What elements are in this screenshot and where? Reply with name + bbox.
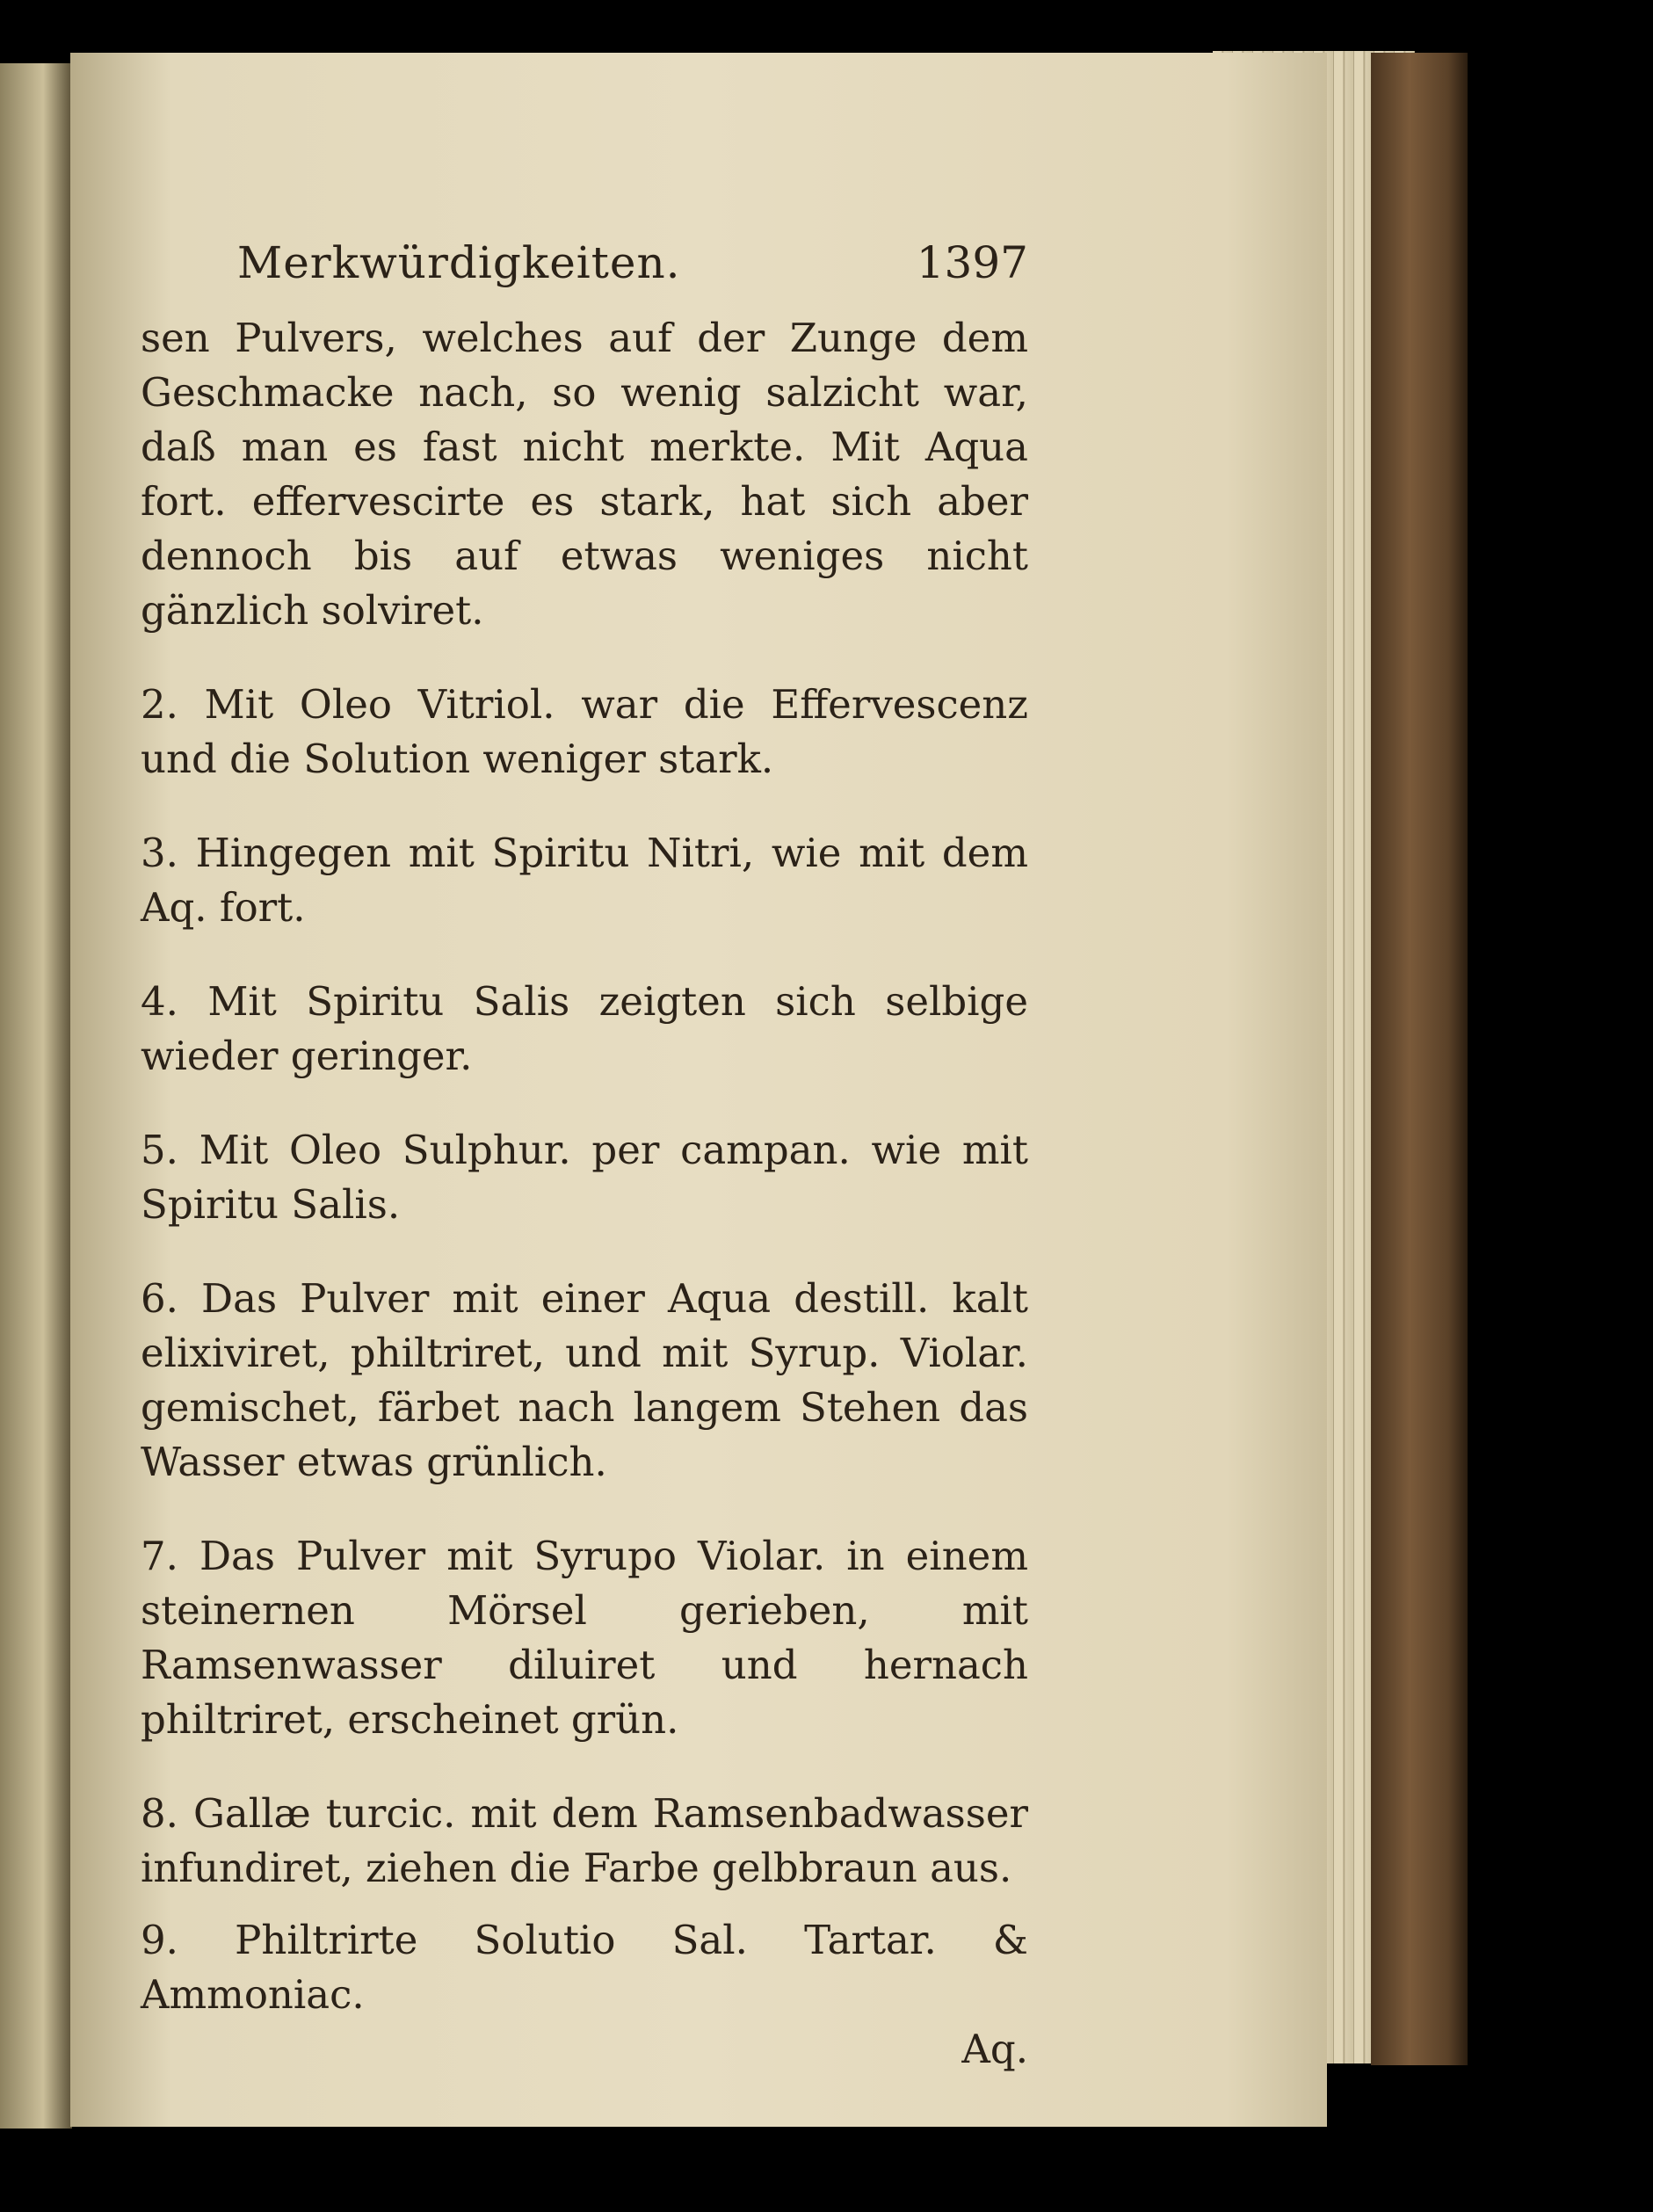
page-header bbox=[141, 237, 1028, 299]
running-title: Merkwürdigkeiten. bbox=[237, 237, 681, 288]
paragraph-9: 9. Philtrirte Solutio Sal. Tartar. & Ammoniac. bbox=[141, 1917, 1028, 2018]
paragraph-5: 5. Mit Oleo Sulphur. per campan. wie mit Spiritu Salis. bbox=[141, 1127, 1028, 1228]
paragraph-2: 2. Mit Oleo Vitriol. war die Effervescenz und die Solution weniger stark. bbox=[141, 681, 1028, 782]
catchword: Aq. bbox=[961, 2026, 1028, 2072]
paragraph-7: 7. Das Pulver mit Syrupo Violar. in einem steinernen Mörsel gerieben, mit Ramsenwasser diluiret und hernach philtriret, erscheinet grün. bbox=[141, 1533, 1028, 1743]
paragraph-8: 8. Gallæ turcic. mit dem Ramsenbadwasser infundiret, ziehen die Farbe gelbbraun aus. bbox=[141, 1790, 1028, 1891]
paragraph-6: 6. Das Pulver mit einer Aqua destill. kalt elixiviret, philtriret, und mit Syrup. Violar. gemischet, färbet nach langem Stehen das Wasser etwas grünlich. bbox=[141, 1275, 1028, 1485]
paragraph-3: 3. Hingegen mit Spiritu Nitri, wie mit dem Aq. fort. bbox=[141, 830, 1028, 931]
page-number: 1397 bbox=[916, 237, 1028, 288]
paragraph-4: 4. Mit Spiritu Salis zeigten sich selbige wieder geringer. bbox=[141, 978, 1028, 1079]
page-content bbox=[141, 237, 1028, 2072]
left-page-edge bbox=[0, 63, 72, 2129]
book-cover-edge bbox=[1371, 53, 1468, 2065]
paragraph-continuation: sen Pulvers, welches auf der Zunge dem Geschmacke nach, so wenig salzicht war, daß man es fast nicht merkte. Mit Aqua fort. effervescirte es stark, hat sich aber dennoch bis auf etwas weniges nicht gänzlich solviret. bbox=[141, 315, 1028, 634]
